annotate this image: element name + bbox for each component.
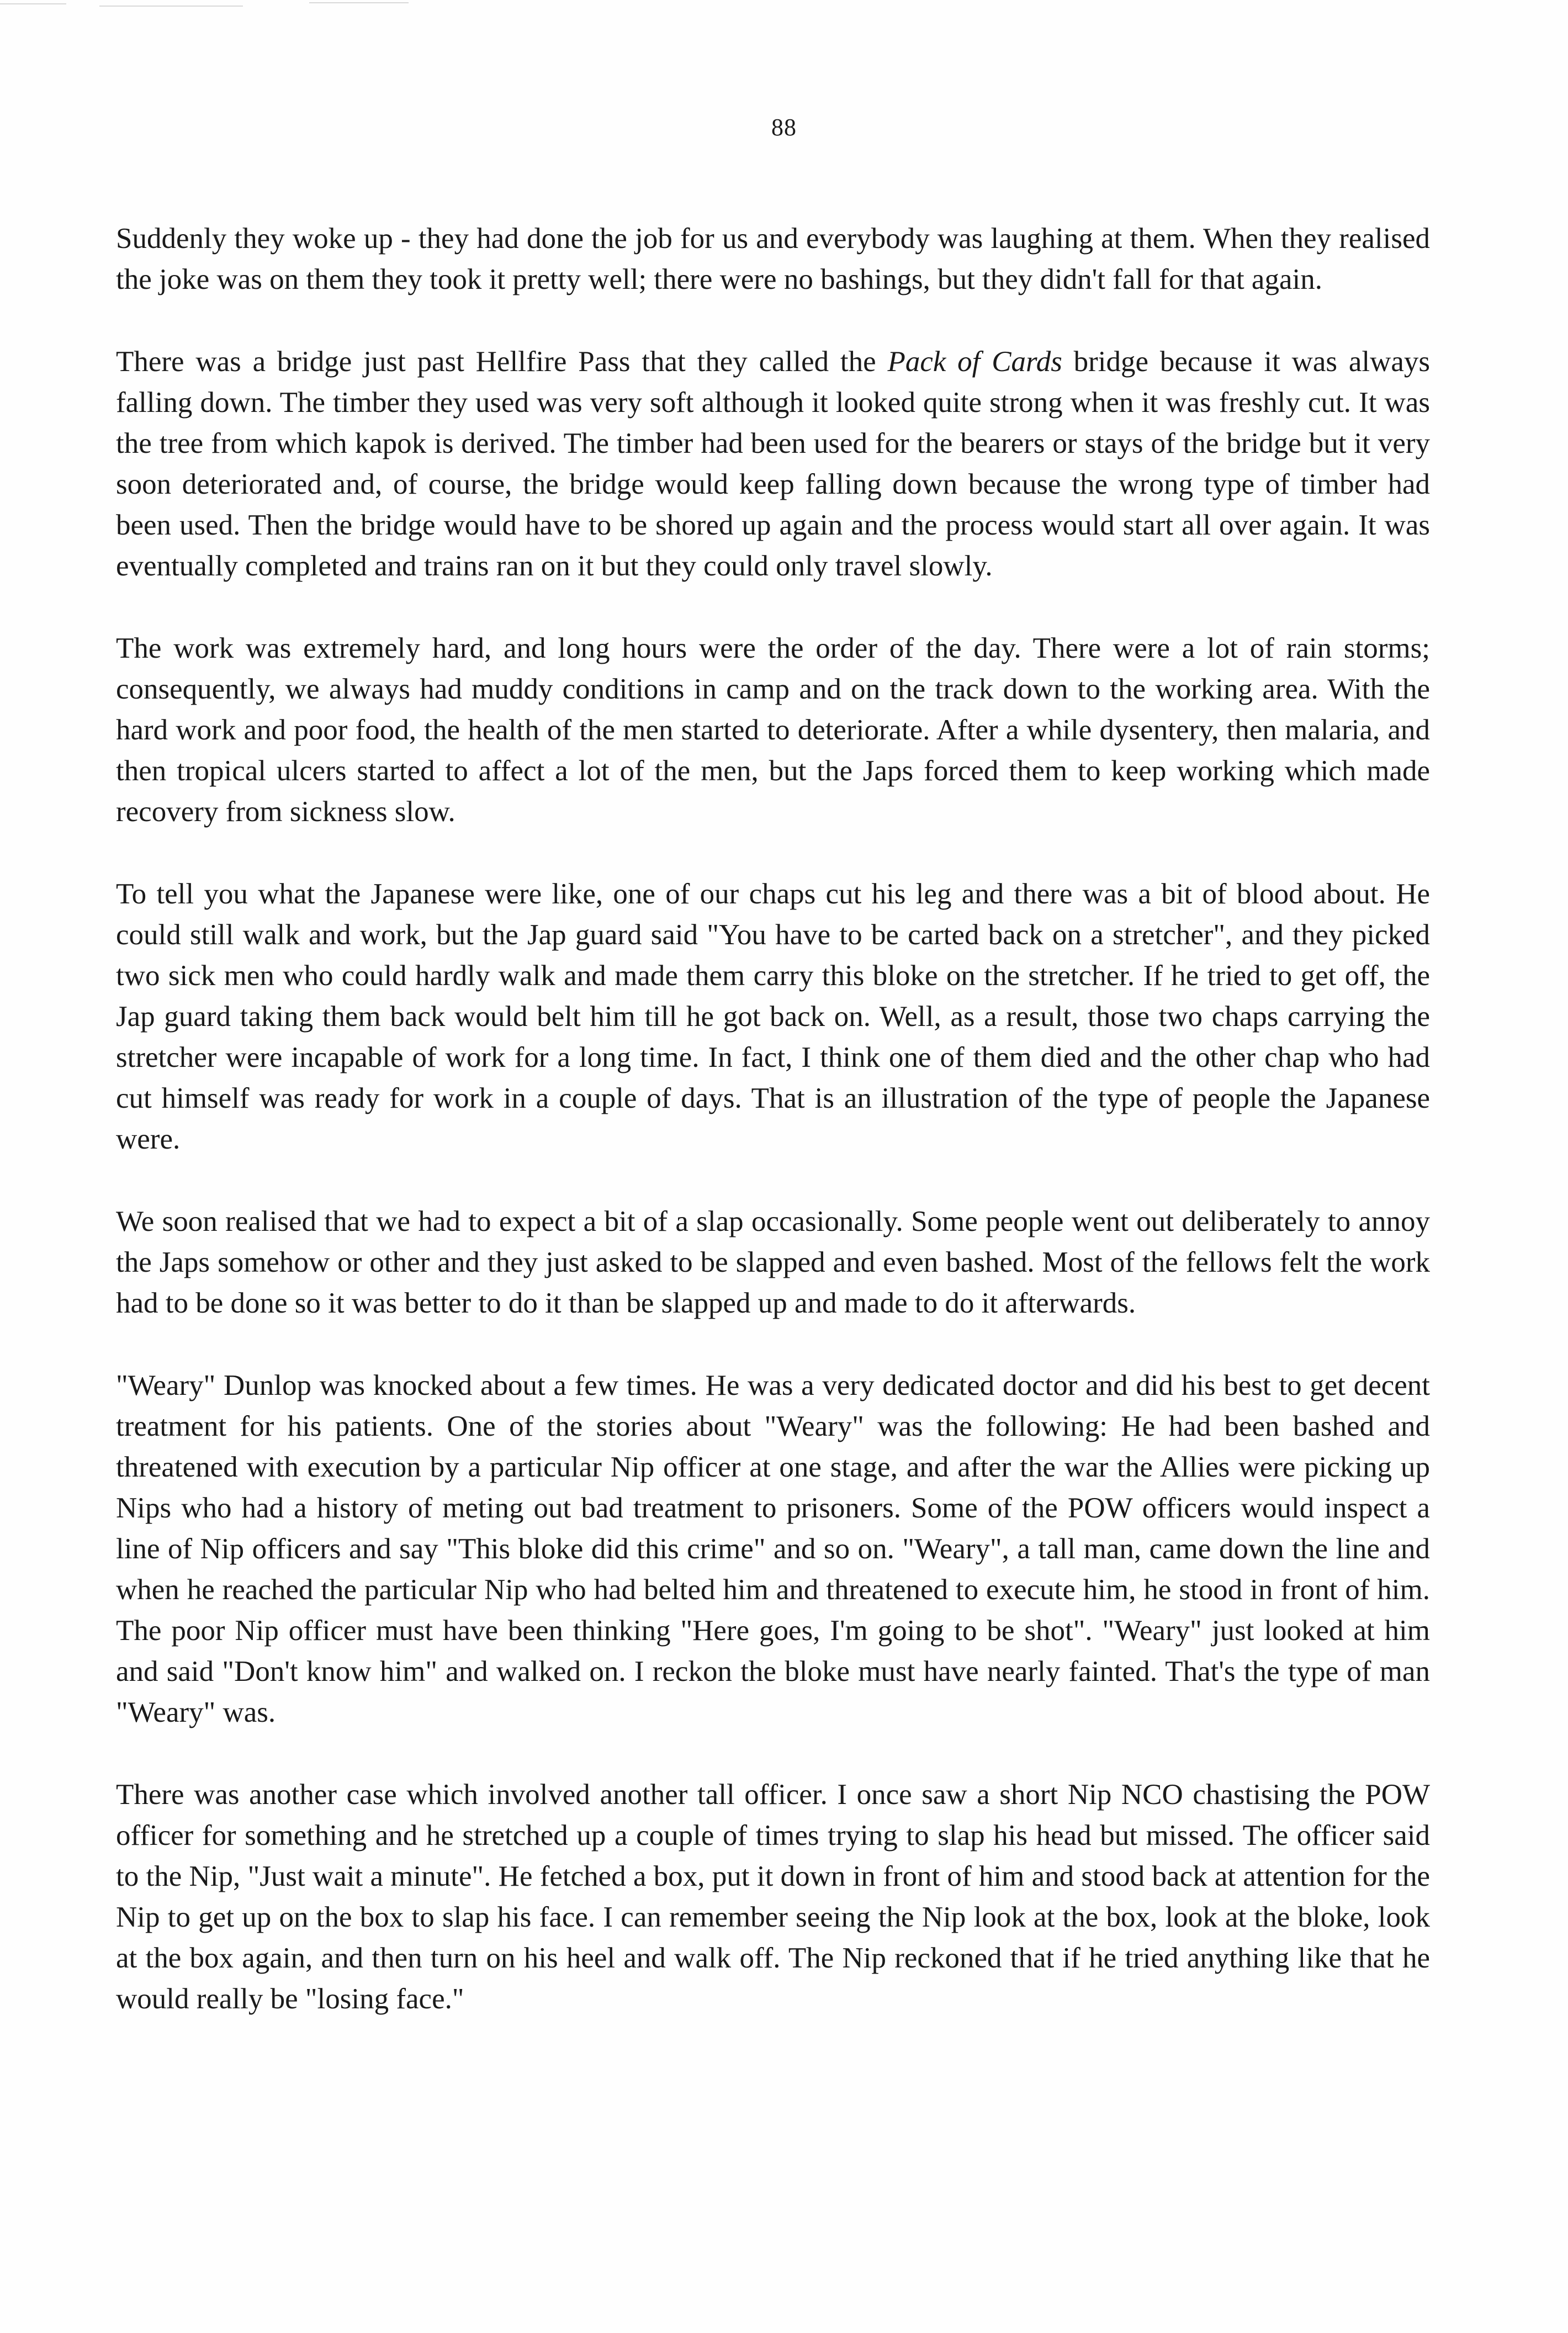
paragraph-5: We soon realised that we had to expect a bit of a slap occasionally. Some people went out deliberately to annoy the Japs somehow or other and they just asked to be slapped and even bashed. Most of the fellows felt the work had to be done so it was better to do it than be slapped up and made to do it afterwards. <box>116 1205 1430 1319</box>
page-number: 88 <box>771 114 797 141</box>
paragraph-2-text-after: bridge because it was always falling down. The timber they used was very soft although it looked quite strong when it was freshly cut. It was the tree from which kapok is derived. The timber had been used for the bearers or stays of the bridge but it very soon deteriorated and, of course, the bridge would keep falling down because the wrong type of timber had been used. Then the bridge would have to be shored up again and the process would start all over again. It was eventually completed and trains ran on it but they could only travel slowly. <box>116 346 1430 582</box>
paragraph-2 <box>116 341 1430 586</box>
paragraph-3: The work was extremely hard, and long hours were the order of the day. There were a lot of rain storms; consequently, we always had muddy conditions in camp and on the track down to the working area. With the hard work and poor food, the health of the men started to deteriorate. After a while dysentery, then malaria, and then tropical ulcers started to affect a lot of the men, but the Japs forced them to keep working which made recovery from sickness slow. <box>116 632 1430 828</box>
paragraph-6: "Weary" Dunlop was knocked about a few times. He was a very dedicated doctor and did his best to get decent treatment for his patients. One of the stories about "Weary" was the following: He had been bashed and threatened with execution by a particular Nip officer at one stage, and after the war the Allies were picking up Nips who had a history of meting out bad treatment to prisoners. Some of the POW officers would inspect a line of Nip officers and say "This bloke did this crime" and so on. "Weary", a tall man, came down the line and when he reached the particular Nip who had belted him and threatened to execute him, he stood in front of him. The poor Nip officer must have been thinking "Here goes, I'm going to be shot". "Weary" just looked at him and said "Don't know him" and walked on. I reckon the bloke must have nearly fainted. That's the type of man "Weary" was. <box>116 1369 1430 1728</box>
scan-edge-mark <box>309 2 409 3</box>
bridge-name-italic: Pack of Cards <box>887 346 1062 378</box>
scan-edge-mark <box>99 6 243 7</box>
body-text <box>116 218 1430 2061</box>
paragraph-1: Suddenly they woke up - they had done the job for us and everybody was laughing at them. When they realised the joke was on them they took it pretty well; there were no bashings, but they didn't fall for that again. <box>116 223 1430 295</box>
paragraph-4: To tell you what the Japanese were like, one of our chaps cut his leg and there was a bit of blood about. He could still walk and work, but the Jap guard said "You have to be carted back on a stretcher", and they picked two sick men who could hardly walk and made them carry this bloke on the stretcher. If he tried to get off, the Jap guard taking them back would belt him till he got back on. Well, as a result, those two chaps carrying the stretcher were incapable of work for a long time. In fact, I think one of them died and the other chap who had cut himself was ready for work in a couple of days. That is an illustration of the type of people the Japanese were. <box>116 878 1430 1155</box>
paragraph-7: There was another case which involved another tall officer. I once saw a short Nip NCO chastising the POW officer for something and he stretched up a couple of times trying to slap his head but missed. The officer said to the Nip, "Just wait a minute". He fetched a box, put it down in front of him and stood back at attention for the Nip to get up on the box to slap his face. I can remember seeing the Nip look at the box, look at the bloke, look at the box again, and then turn on his heel and walk off. The Nip reckoned that if he tried anything like that he would really be "losing face." <box>116 1779 1430 2015</box>
scan-edge-mark <box>0 3 66 4</box>
paragraph-2-text-before: There was a bridge just past Hellfire Pass that they called the <box>116 346 888 378</box>
